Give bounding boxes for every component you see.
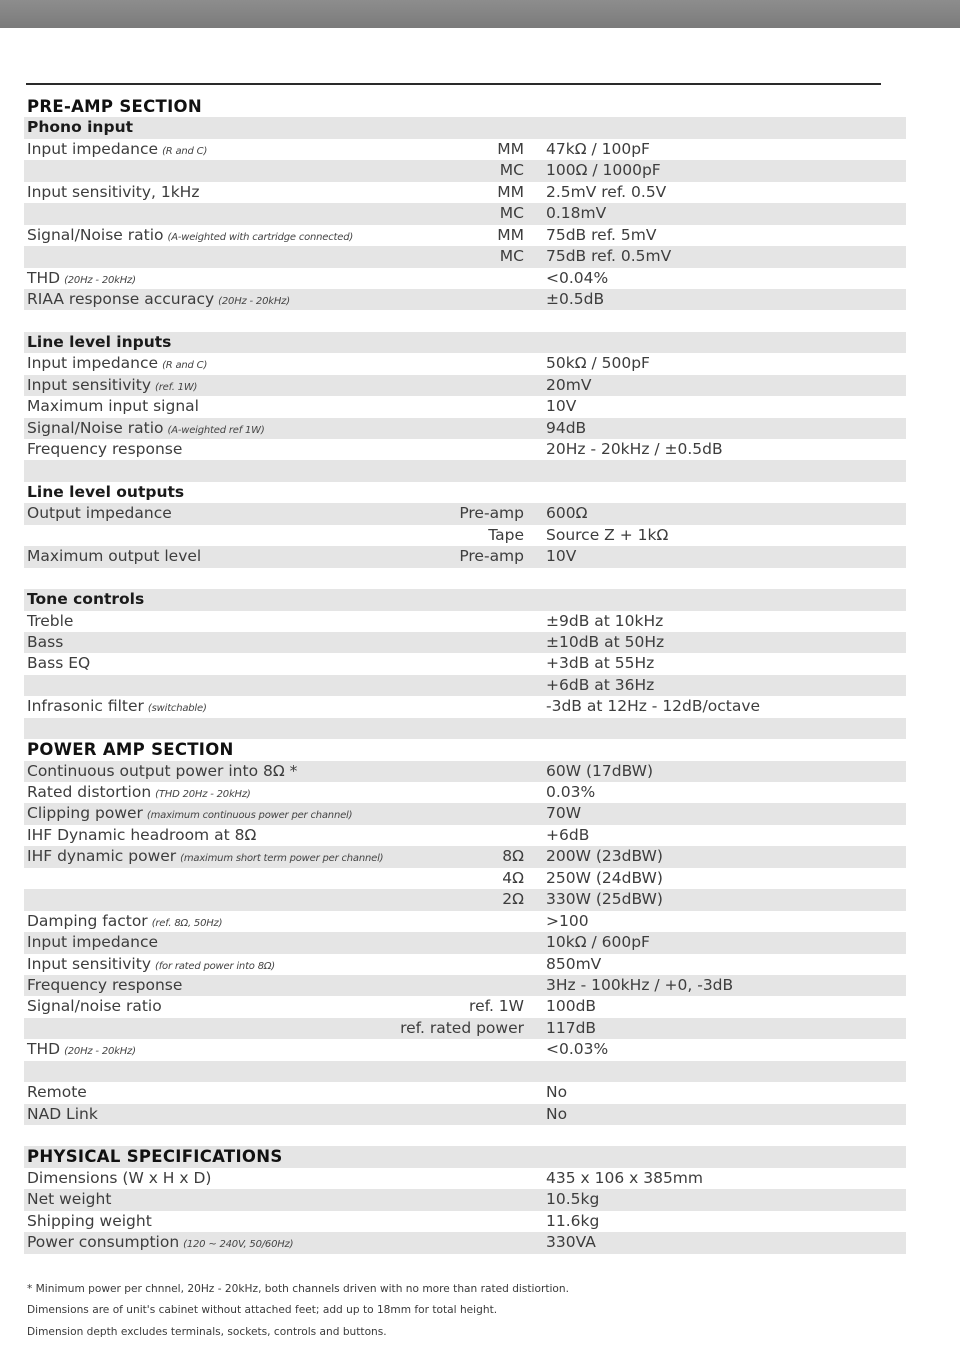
spec-row (24, 1168, 906, 1189)
spec-label-cell (27, 1104, 98, 1125)
spec-label-cell (27, 954, 275, 977)
spec-label-cell (27, 1039, 136, 1062)
spec-condition: Pre-amp (459, 547, 524, 566)
spec-note: (R and C) (162, 145, 208, 157)
spec-row (24, 653, 906, 674)
spec-label-cell (27, 546, 201, 567)
spec-condition: ref. 1W (469, 997, 524, 1016)
spec-value: <0.03% (546, 1040, 609, 1059)
spec-row (24, 525, 906, 546)
spec-row (24, 696, 906, 717)
spec-label: Signal/noise ratio (27, 997, 162, 1016)
spec-row (24, 932, 906, 953)
spec-note: (switchable) (147, 703, 207, 715)
spec-value: 330W (25dBW) (546, 890, 663, 909)
spec-label-cell (27, 1232, 293, 1255)
spec-value: 330VA (546, 1233, 596, 1252)
spec-value: 60W (17dBW) (546, 761, 654, 780)
spec-label: Treble (27, 611, 74, 630)
spec-condition: MM (497, 182, 524, 201)
spec-label-cell (27, 418, 265, 441)
spec-condition: Tape (488, 525, 524, 544)
spec-label-cell (27, 932, 158, 953)
spec-value: 435 x 106 x 385mm (546, 1168, 704, 1187)
spec-row (24, 225, 906, 246)
spec-condition: MC (499, 161, 524, 180)
section-heading-row (24, 739, 906, 760)
spec-row (24, 911, 906, 932)
spec-row (24, 996, 906, 1017)
spec-label: Maximum output level (27, 547, 202, 566)
spec-row (24, 889, 906, 910)
group-heading-row (24, 482, 906, 503)
spec-label: Infrasonic filter (27, 697, 144, 716)
spec-label-cell (27, 975, 182, 996)
spec-value: 10V (546, 397, 577, 416)
spec-row (24, 289, 906, 310)
spec-note: (120 ~ 240V, 50/60Hz) (183, 1239, 294, 1251)
spec-value: <0.04% (546, 268, 609, 287)
spec-label-cell (27, 846, 383, 869)
spec-condition: ref. rated power (400, 1018, 524, 1037)
footnote: * Minimum power per chnnel, 20Hz - 20kHz, both channels driven with no more than rated distiortion. (27, 1283, 569, 1295)
spec-label: THD (27, 268, 61, 287)
spec-label: Damping factor (27, 911, 148, 930)
spec-row (24, 1039, 906, 1060)
spec-value: 250W (24dBW) (546, 868, 663, 887)
spec-label-cell (27, 225, 353, 248)
spec-label: Input impedance (27, 933, 159, 952)
spacer-row (24, 460, 906, 481)
spec-label: Maximum input signal (27, 397, 199, 416)
spec-value: ±10dB at 50Hz (546, 632, 665, 651)
group-heading-row (24, 332, 906, 353)
spec-note: (A-weighted with cartridge connected) (167, 231, 354, 243)
spec-label: Shipping weight (27, 1211, 152, 1230)
spec-label-cell (27, 1211, 152, 1232)
spec-value: 20mV (546, 375, 592, 394)
spec-label-cell (27, 182, 199, 203)
spec-value: ±0.5dB (546, 289, 605, 308)
spec-row (24, 503, 906, 524)
spec-value: 0.03% (546, 783, 596, 801)
spec-label-cell (27, 375, 197, 398)
spec-condition: MM (497, 225, 524, 244)
spec-condition: MC (499, 204, 524, 223)
spec-condition: Pre-amp (459, 504, 524, 523)
spec-value: 2.5mV ref. 0.5V (546, 182, 667, 201)
spec-label: Clipping power (27, 804, 143, 823)
spec-value: +3dB at 55Hz (546, 654, 655, 673)
section-heading: PHYSICAL SPECIFICATIONS (27, 1147, 283, 1167)
spec-row (24, 1018, 906, 1039)
spec-row (24, 182, 906, 203)
spec-label: Rated distortion (27, 783, 152, 801)
spec-row (24, 803, 906, 824)
spec-row (24, 825, 906, 846)
spec-label: Output impedance (27, 504, 172, 523)
spec-note: (ref. 1W) (155, 381, 198, 393)
spec-note: (maximum continuous power per channel) (146, 810, 353, 822)
spec-label: Input impedance (27, 354, 159, 373)
spec-row (24, 353, 906, 374)
spec-value: 11.6kg (546, 1211, 600, 1230)
spec-label: Frequency response (27, 440, 183, 458)
spec-value: 10.5kg (546, 1190, 600, 1209)
spec-row (24, 761, 906, 782)
spec-label-cell (27, 611, 73, 632)
spec-value: +6dB at 36Hz (546, 675, 655, 694)
spec-row (24, 846, 906, 867)
spec-note: (20Hz - 20kHz) (64, 274, 136, 286)
spec-row (24, 1082, 906, 1103)
spec-row (24, 611, 906, 632)
group-heading-row (24, 589, 906, 610)
footnotes (27, 1279, 907, 1343)
spec-row (24, 418, 906, 439)
spec-label: Power consumption (27, 1233, 180, 1252)
spec-note: (A-weighted ref 1W) (167, 424, 265, 436)
spec-row (24, 268, 906, 289)
header-rule (26, 83, 881, 85)
spec-value: No (546, 1083, 568, 1102)
spec-note: (ref. 8Ω, 50Hz) (151, 917, 223, 929)
spec-value: 3Hz - 100kHz / +0, -3dB (546, 975, 734, 994)
spec-label: Input sensitivity (27, 954, 151, 973)
spec-value: 10V (546, 547, 577, 566)
spec-value: 100dB (546, 997, 597, 1016)
spec-label-cell (27, 1189, 111, 1210)
spec-value: 47kΩ / 100pF (546, 139, 650, 158)
spec-label-cell (27, 996, 162, 1017)
spec-label: IHF Dynamic headroom at 8Ω (27, 825, 257, 844)
spec-value: 75dB ref. 0.5mV (546, 247, 672, 266)
spec-row (24, 1104, 906, 1125)
spec-note: (maximum short term power per channel) (180, 853, 384, 865)
spec-label-cell (27, 911, 222, 934)
group-heading: Line level outputs (27, 482, 185, 501)
spec-label: THD (27, 1040, 61, 1059)
spec-condition: MC (499, 247, 524, 266)
spec-value: Source Z + 1kΩ (546, 525, 669, 544)
spec-label-cell (27, 696, 207, 719)
spec-label-cell (27, 353, 207, 376)
spec-row (24, 782, 906, 803)
spacer-row (24, 1061, 906, 1082)
spec-label-cell (27, 439, 182, 460)
spec-row (24, 868, 906, 889)
spec-value: 10kΩ / 600pF (546, 933, 650, 952)
spec-label: Input impedance (27, 139, 159, 158)
spec-label-cell (27, 825, 256, 846)
footnote: Dimensions are of unit's cabinet without attached feet; add up to 18mm for total height. (27, 1304, 498, 1317)
spec-label: NAD Link (27, 1104, 98, 1123)
spec-label: Bass EQ (27, 654, 91, 673)
spec-label: Bass (27, 632, 64, 651)
group-heading-row (24, 117, 906, 138)
footnote: Dimension depth excludes terminals, sockets, controls and buttons. (27, 1325, 387, 1338)
spec-label: Signal/Noise ratio (27, 225, 164, 244)
spec-row (24, 675, 906, 696)
spec-label-cell (27, 396, 199, 417)
spec-label-cell (27, 1168, 211, 1189)
spec-value: ±9dB at 10kHz (546, 611, 664, 630)
spec-row (24, 975, 906, 996)
spacer-row (24, 1125, 906, 1146)
group-heading: Phono input (27, 118, 134, 137)
spec-label: IHF dynamic power (27, 847, 177, 866)
spacer-row (24, 718, 906, 739)
spec-value: 600Ω (546, 504, 588, 523)
spec-value: 850mV (546, 954, 602, 973)
spec-value: +6dB (546, 825, 590, 844)
spec-value: 100Ω / 1000pF (546, 161, 661, 180)
spec-note: (THD 20Hz - 20kHz) (155, 789, 251, 800)
spec-label-cell (27, 1082, 87, 1103)
spec-label: Frequency response (27, 975, 183, 994)
spec-value: -3dB at 12Hz - 12dB/octave (546, 697, 761, 716)
spec-label: Dimensions (W x H x D) (27, 1168, 212, 1187)
spec-row (24, 139, 906, 160)
spec-row (24, 396, 906, 417)
spec-value: 50kΩ / 500pF (546, 354, 650, 373)
spec-label-cell (27, 632, 63, 653)
spec-value: 0.18mV (546, 204, 607, 223)
spec-label: Continuous output power into 8Ω * (27, 761, 298, 780)
spec-row (24, 203, 906, 224)
spec-label-cell (27, 761, 297, 782)
spec-row (24, 160, 906, 181)
spec-row (24, 246, 906, 267)
spec-row (24, 1189, 906, 1210)
spec-row (24, 439, 906, 460)
spec-value: No (546, 1104, 568, 1123)
spec-row (24, 375, 906, 396)
spec-note: (for rated power into 8Ω) (155, 960, 275, 972)
spec-condition: 8Ω (502, 847, 524, 866)
spec-label-cell (27, 653, 90, 674)
spec-condition: 4Ω (502, 868, 524, 887)
spec-value: 117dB (546, 1018, 597, 1037)
spec-table (24, 96, 906, 1254)
spec-label-cell (27, 503, 172, 524)
spec-value: 75dB ref. 5mV (546, 225, 657, 244)
spec-value: 20Hz - 20kHz / ±0.5dB (546, 440, 723, 458)
spacer-row (24, 310, 906, 331)
group-heading: Tone controls (27, 590, 145, 609)
spec-value: 70W (546, 804, 582, 823)
spec-label: Signal/Noise ratio (27, 418, 164, 437)
group-heading: Line level inputs (27, 332, 172, 351)
spec-label-cell (27, 268, 136, 291)
spec-note: (20Hz - 20kHz) (218, 295, 290, 307)
spec-row (24, 954, 906, 975)
spec-value: 94dB (546, 418, 587, 437)
section-heading-row (24, 96, 906, 117)
spec-row (24, 1232, 906, 1253)
spec-label-cell (27, 139, 207, 162)
spec-label-cell (27, 782, 251, 805)
section-heading-row (24, 1146, 906, 1167)
spec-value: 200W (23dBW) (546, 847, 663, 866)
spec-row (24, 632, 906, 653)
spec-label-cell (27, 803, 352, 826)
spec-condition: MM (497, 139, 524, 158)
spec-row (24, 546, 906, 567)
spec-label: Input sensitivity, 1kHz (27, 182, 200, 201)
spec-label: Net weight (27, 1190, 112, 1209)
spec-value: >100 (546, 911, 589, 930)
section-heading: PRE-AMP SECTION (27, 97, 202, 116)
spacer-row (24, 568, 906, 589)
spec-label: RIAA response accuracy (27, 289, 215, 308)
spec-condition: 2Ω (502, 890, 524, 909)
section-heading: POWER AMP SECTION (27, 740, 234, 760)
spec-label: Input sensitivity (27, 375, 151, 394)
spec-note: (R and C) (162, 360, 208, 372)
spec-row (24, 1211, 906, 1232)
page-header-bar (0, 0, 960, 28)
spec-note: (20Hz - 20kHz) (64, 1046, 136, 1058)
spec-label-cell (27, 289, 290, 312)
spec-label: Remote (27, 1083, 87, 1102)
